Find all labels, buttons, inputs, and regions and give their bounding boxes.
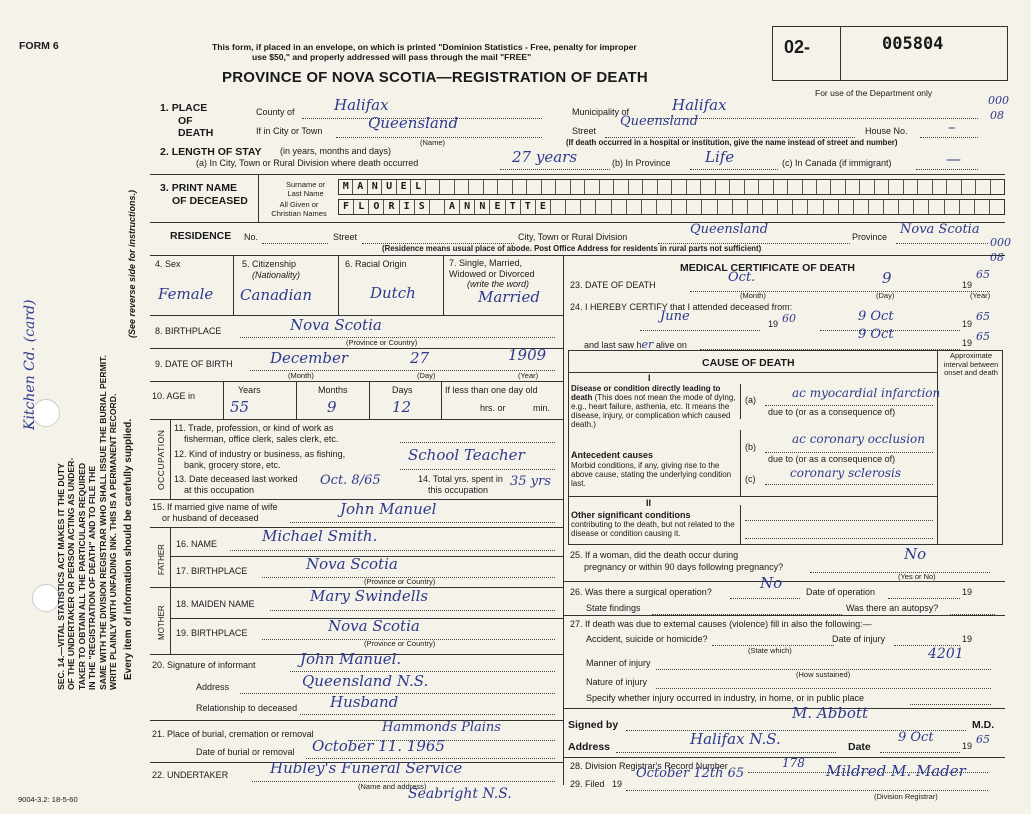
surname-label: Surname or Last Name xyxy=(286,180,326,198)
dob-month-sub: (Month) xyxy=(288,371,314,380)
cod-part-2: II xyxy=(646,498,652,508)
date-label: Date xyxy=(848,741,871,753)
q15-value: John Manuel xyxy=(340,500,437,518)
hrs-label: hrs. or xyxy=(480,403,506,413)
given-label: All Given or Christian Names xyxy=(271,200,327,218)
registrar-sub: (Division Registrar) xyxy=(874,792,938,801)
q14-label: 14. Total yrs. spent in this occupation xyxy=(418,474,503,495)
given-cell: R xyxy=(384,200,399,214)
municipality-value: Halifax xyxy=(672,96,727,114)
surname-grid xyxy=(338,179,1005,195)
surname-cell xyxy=(774,180,788,194)
md-label: M.D. xyxy=(972,719,995,731)
given-cell xyxy=(945,200,960,214)
surname-cell xyxy=(817,180,831,194)
stay-label: 2. LENGTH OF STAY xyxy=(160,146,262,158)
surname-cell xyxy=(426,180,440,194)
surname-cell xyxy=(962,180,976,194)
nature-label: Nature of injury xyxy=(586,677,648,687)
surname-cell xyxy=(556,180,570,194)
surname-cell xyxy=(643,180,657,194)
undertaker-value: Hubley's Funeral Service xyxy=(270,759,463,777)
registrar-signature: Mildred M. Mader xyxy=(826,762,966,780)
stay-a-label: (a) In City, Town or Rural Division where death occurred xyxy=(196,158,419,168)
interval-label: Approximate interval between onset and death xyxy=(943,351,999,377)
surname-cell xyxy=(701,180,715,194)
given-cell xyxy=(672,200,687,214)
surname-cell xyxy=(600,180,614,194)
burial-date-label: Date of burial or removal xyxy=(196,747,295,757)
given-cell: S xyxy=(415,200,430,214)
residence-no-label: No. xyxy=(244,232,259,242)
q29-value: October 12th 65 xyxy=(636,766,745,781)
other-note: contributing to the death, but not related to the disease or condition causing it. xyxy=(571,520,735,538)
citizenship-label: 5. Citizenship (Nationality) xyxy=(242,259,301,280)
surname-cell xyxy=(440,180,454,194)
given-cell xyxy=(430,200,445,214)
surname-cell xyxy=(614,180,628,194)
op-date-label: Date of operation xyxy=(806,587,876,597)
given-cell xyxy=(581,200,596,214)
dept-code-4: 08 xyxy=(990,251,1004,264)
q13-value: Oct. 8/65 xyxy=(320,473,381,488)
medical-title: MEDICAL CERTIFICATE OF DEATH xyxy=(680,262,855,274)
relationship-label: Relationship to deceased xyxy=(196,703,298,713)
stay-b-label: (b) In Province xyxy=(612,158,671,168)
stay-a-value: 27 years xyxy=(512,148,578,166)
surname-cell xyxy=(585,180,599,194)
surname-cell xyxy=(904,180,918,194)
state-which: (State which) xyxy=(748,646,792,655)
signed-by-label: Signed by xyxy=(568,719,619,731)
informant-sig-label: 20. Signature of informant xyxy=(152,660,256,670)
mail-notice: This form, if placed in an envelope, on which is printed "Dominion Statistics - Free, penalty for improper use $50," and properly addressed will pass through the mail "FREE" xyxy=(212,42,637,62)
surname-cell xyxy=(571,180,585,194)
cod-c-label: (c) xyxy=(745,474,756,484)
marital-value: Married xyxy=(478,288,540,306)
birthplace-label: 8. BIRTHPLACE xyxy=(155,326,222,336)
surname-cell xyxy=(513,180,527,194)
dob-label: 9. DATE OF BIRTH xyxy=(155,359,233,369)
q26-label: 26. Was there a surgical operation? xyxy=(570,587,712,597)
given-cell xyxy=(869,200,884,214)
given-name-grid xyxy=(338,199,1005,215)
given-cell xyxy=(566,200,581,214)
q29-label: 29. Filed xyxy=(570,779,605,789)
sex-value: Female xyxy=(158,285,214,303)
mother-side-label: MOTHER xyxy=(157,605,166,640)
given-cell xyxy=(990,200,1004,214)
given-cell: E xyxy=(536,200,551,214)
margin-annotation: Kitchen Cd. (card) xyxy=(22,299,38,430)
surname-cell: A xyxy=(353,180,367,194)
signed-by-value: M. Abbott xyxy=(792,704,869,722)
place-label: 1. PLACE OF DEATH xyxy=(160,102,214,139)
residence-note: (Residence means usual place of abode. Post Office Address for residents in rural parts not sufficient) xyxy=(382,244,762,253)
undertaker-label: 22. UNDERTAKER xyxy=(152,770,229,780)
given-cell xyxy=(975,200,990,214)
given-cell: A xyxy=(445,200,460,214)
given-cell xyxy=(899,200,914,214)
q24-to-year: 65 xyxy=(976,310,990,323)
mother-bp-label: 19. BIRTHPLACE xyxy=(176,628,248,638)
accident-label: Accident, suicide or homicide? xyxy=(586,634,708,644)
q24-last-value: 9 Oct xyxy=(858,327,894,342)
given-cell: N xyxy=(460,200,475,214)
residence-city-value: Queensland xyxy=(690,222,769,237)
injury-date-label: Date of injury xyxy=(832,634,886,644)
cod-a-label: (a) xyxy=(745,395,756,405)
surname-cell xyxy=(716,180,730,194)
given-cell xyxy=(627,200,642,214)
surname-cell xyxy=(918,180,932,194)
other-label: Other significant conditions xyxy=(571,510,691,520)
given-cell xyxy=(748,200,763,214)
surname-cell xyxy=(875,180,889,194)
father-side-label: FATHER xyxy=(157,544,166,575)
county-label: County of xyxy=(256,107,295,117)
q25-yesno: (Yes or No) xyxy=(898,572,936,581)
cod-due-to-1: due to (or as a consequence of) xyxy=(768,407,896,417)
cod-a-value: ac myocardial infarction xyxy=(792,386,941,400)
given-cell: F xyxy=(339,200,354,214)
q28-value: 178 xyxy=(782,756,805,770)
age-months-label: Months xyxy=(318,385,348,395)
age-years-value: 55 xyxy=(230,398,250,416)
given-cell xyxy=(763,200,778,214)
date-year: 65 xyxy=(976,733,990,746)
q24-last-prefix: 19 xyxy=(962,338,973,348)
surname-cell xyxy=(629,180,643,194)
q24-to-prefix: 19 xyxy=(962,319,973,329)
surname-cell xyxy=(846,180,860,194)
racial-value: Dutch xyxy=(370,284,416,302)
surname-cell xyxy=(498,180,512,194)
surname-cell: N xyxy=(368,180,382,194)
burial-place-label: 21. Place of burial, cremation or removal xyxy=(152,729,314,739)
print-name-label: 3. PRINT NAME OF DECEASED xyxy=(160,182,248,207)
see-reverse-text: (See reverse side for instructions.) xyxy=(127,189,137,338)
dob-year-sub: (Year) xyxy=(518,371,539,380)
burial-place-value: Hammonds Plains xyxy=(382,720,501,735)
q24-from-year: 60 xyxy=(782,312,796,325)
given-cell xyxy=(854,200,869,214)
street-label: Street xyxy=(572,126,597,136)
surname-cell xyxy=(542,180,556,194)
surname-cell xyxy=(933,180,947,194)
street-value: Queensland xyxy=(620,114,699,129)
stay-sub: (in years, months and days) xyxy=(280,146,392,156)
residence-street-label: Street xyxy=(333,232,358,242)
stay-c-label: (c) In Canada (if immigrant) xyxy=(782,158,892,168)
surname-cell: M xyxy=(339,180,353,194)
given-cell xyxy=(778,200,793,214)
manner-label: Manner of injury xyxy=(586,658,651,668)
reg-number: 005804 xyxy=(882,34,944,54)
given-cell xyxy=(596,200,611,214)
given-cell xyxy=(808,200,823,214)
reg-prefix: 02- xyxy=(784,37,811,57)
stay-c-value: — xyxy=(946,150,961,168)
every-item-text: Every item of information should be carefully supplied. xyxy=(123,418,134,680)
q25-value: No xyxy=(904,545,927,563)
surname-cell xyxy=(889,180,903,194)
cod-due-to-2: due to (or as a consequence of) xyxy=(768,454,896,464)
father-bp-label: 17. BIRTHPLACE xyxy=(176,566,248,576)
autopsy-label: Was there an autopsy? xyxy=(846,603,939,613)
surname-cell xyxy=(455,180,469,194)
surname-cell: E xyxy=(397,180,411,194)
surname-cell xyxy=(947,180,961,194)
surname-cell xyxy=(484,180,498,194)
injury-date-prefix: 19 xyxy=(962,634,973,644)
surname-cell xyxy=(730,180,744,194)
surname-cell xyxy=(759,180,773,194)
q24-last-label: and last saw her alive on xyxy=(584,338,687,351)
surname-cell xyxy=(803,180,817,194)
dept-code-3: 000 xyxy=(990,236,1011,249)
q23-year-prefix: 19 xyxy=(962,280,973,290)
given-cell xyxy=(612,200,627,214)
q13-label: 13. Date deceased last worked at this occupation xyxy=(174,474,298,495)
given-cell xyxy=(657,200,672,214)
residence-province-label: Province xyxy=(852,232,888,242)
dob-day-sub: (Day) xyxy=(417,371,436,380)
given-cell xyxy=(839,200,854,214)
given-cell xyxy=(960,200,975,214)
industry-label: Specify whether injury occurred in industry, in home, or in public place xyxy=(586,693,864,703)
father-name-value: Michael Smith. xyxy=(262,527,378,545)
informant-addr-label: Address xyxy=(196,682,230,692)
form-number: FORM 6 xyxy=(19,40,59,52)
manner-code: 4201 xyxy=(928,646,964,662)
q24-label: 24. I HEREBY CERTIFY that I attended deceased from: xyxy=(570,302,793,312)
q24-to: 9 Oct xyxy=(858,309,894,324)
surname-cell xyxy=(745,180,759,194)
op-date-prefix: 19 xyxy=(962,587,973,597)
given-cell: T xyxy=(506,200,521,214)
q15-label: 15. If married give name of wife or husband of deceased xyxy=(152,502,278,523)
birthplace-value: Nova Scotia xyxy=(290,316,382,334)
age-months-value: 9 xyxy=(327,398,337,416)
disease-label: Disease or condition directly leading to death (This does not mean the mode of dying, e.g., heart failure, asthenia, etc. It means the disease, injury, or complication which caused death.) xyxy=(571,384,736,429)
surname-cell xyxy=(658,180,672,194)
given-cell: L xyxy=(354,200,369,214)
relationship-value: Husband xyxy=(330,693,399,711)
given-cell xyxy=(884,200,899,214)
city-label: If in City or Town xyxy=(256,126,323,136)
form-code: 9004-3.2: 18-5-60 xyxy=(18,795,78,804)
residence-province-value: Nova Scotia xyxy=(900,222,980,237)
informant-sig-value: John Manuel. xyxy=(300,650,402,668)
stay-b-value: Life xyxy=(705,148,735,166)
house-label: House No. xyxy=(865,126,908,136)
cod-b-value: ac coronary occlusion xyxy=(792,432,925,446)
state-findings-label: State findings xyxy=(586,603,641,613)
marital-label: 7. Single, Married, Widowed or Divorced (write the word) xyxy=(449,258,535,289)
given-cell xyxy=(687,200,702,214)
given-cell: E xyxy=(490,200,505,214)
q26-value: No xyxy=(760,574,783,592)
cod-part-1: I xyxy=(648,373,651,383)
father-name-label: 16. NAME xyxy=(176,539,218,549)
q23-month: Oct. xyxy=(728,270,756,285)
dob-year: 1909 xyxy=(508,346,547,364)
q14-value: 35 yrs xyxy=(510,474,551,489)
antecedent-note: Morbid conditions, if any, giving rise to the above cause, stating the underlying condition last. xyxy=(571,461,732,488)
mother-bp-sub: (Province or Country) xyxy=(364,639,436,648)
given-cell xyxy=(929,200,944,214)
surname-cell xyxy=(469,180,483,194)
undertaker-sub: (Name and address) xyxy=(358,782,427,791)
given-cell: I xyxy=(400,200,415,214)
given-cell: N xyxy=(475,200,490,214)
q12-label: 12. Kind of industry or business, as fishing, bank, grocery store, etc. xyxy=(174,449,346,470)
q24-from: June xyxy=(660,309,690,324)
citizenship-value: Canadian xyxy=(240,286,313,304)
undertaker-address: Seabright N.S. xyxy=(408,786,512,802)
given-cell: T xyxy=(521,200,536,214)
age-days-label: Days xyxy=(392,385,413,395)
informant-addr-value: Queensland N.S. xyxy=(302,672,429,690)
given-cell: O xyxy=(369,200,384,214)
age-label: 10. AGE in xyxy=(152,391,196,401)
q11-label: 11. Trade, profession, or kind of work as fisherman, office clerk, sales clerk, etc. xyxy=(174,423,339,444)
city-value: Queensland xyxy=(368,114,459,132)
father-bp-sub: (Province or Country) xyxy=(364,577,436,586)
q23-year-sub: (Year) xyxy=(970,291,991,300)
racial-label: 6. Racial Origin xyxy=(345,259,407,269)
residence-label: RESIDENCE xyxy=(170,230,232,242)
surname-cell xyxy=(527,180,541,194)
occupation-side-label: OCCUPATION xyxy=(156,429,166,490)
address-value: Halifax N.S. xyxy=(690,730,781,748)
surname-cell xyxy=(976,180,990,194)
municipality-label: Municipality of xyxy=(572,107,630,117)
q27-label: 27. If death was due to external causes (violence) fill in also the following:— xyxy=(570,619,872,629)
sex-label: 4. Sex xyxy=(155,259,181,269)
house-value: – xyxy=(948,118,956,136)
father-bp-value: Nova Scotia xyxy=(306,555,398,573)
mother-name-value: Mary Swindells xyxy=(310,587,429,605)
date-value: 9 Oct xyxy=(898,730,934,745)
birthplace-sub: (Province or Country) xyxy=(346,338,418,347)
age-days-value: 12 xyxy=(392,398,412,416)
min-label: min. xyxy=(533,403,551,413)
surname-cell xyxy=(672,180,686,194)
surname-cell xyxy=(991,180,1004,194)
mother-name-label: 18. MAIDEN NAME xyxy=(176,599,255,609)
q23-year: 65 xyxy=(976,268,990,281)
given-cell xyxy=(642,200,657,214)
dob-day: 27 xyxy=(410,349,430,367)
given-cell xyxy=(718,200,733,214)
sec14-text: SEC. 14.—VITAL STATISTICS ACT MAKES IT THE DUTY OF THE UNDERTAKER OR PERSON ACTING AS UNDER- TAKER TO OBTAIN ALL THE PARTICULARS REQUIRED IN THE "REGISTRATION OF DEATH" AND TO FILE THE SAME WITH THE DIVISION REGISTRAR WHO SHALL ISSUE THE BURIAL PERMIT. WRITE PLAINLY WITH UNFADING INK. THIS IS A PERMANENT RECORD. xyxy=(56,355,119,690)
form-title: PROVINCE OF NOVA SCOTIA—REGISTRATION OF DEATH xyxy=(222,69,648,86)
antecedent-label: Antecedent causes xyxy=(571,450,654,460)
burial-date-value: October 11. 1965 xyxy=(312,737,445,755)
hospital-note: (If death occurred in a hospital or institution, give the name instead of street and number) xyxy=(566,138,898,147)
county-value: Halifax xyxy=(334,96,389,114)
cod-title: CAUSE OF DEATH xyxy=(702,357,795,369)
q23-day: 9 xyxy=(882,269,892,287)
given-cell xyxy=(551,200,566,214)
surname-cell xyxy=(788,180,802,194)
given-cell xyxy=(914,200,929,214)
q24-from-prefix: 19 xyxy=(768,319,779,329)
date-prefix: 19 xyxy=(962,741,973,751)
surname-cell xyxy=(831,180,845,194)
less-day-label: If less than one day old xyxy=(445,385,538,395)
surname-cell: L xyxy=(411,180,425,194)
q25-label: 25. If a woman, did the death occur during pregnancy or within 90 days following pregnancy? xyxy=(570,550,784,572)
given-cell xyxy=(702,200,717,214)
surname-cell xyxy=(860,180,874,194)
given-cell xyxy=(793,200,808,214)
dept-use-note: For use of the Department only xyxy=(815,88,933,98)
given-cell xyxy=(733,200,748,214)
dept-code-2: 08 xyxy=(990,109,1004,122)
dob-month: December xyxy=(270,349,349,367)
q28-label: 28. Division Registrar's Record Number xyxy=(570,761,728,771)
address-label: Address xyxy=(568,741,611,753)
q24-last-year: 65 xyxy=(976,330,990,343)
how-sustained: (How sustained) xyxy=(796,670,851,679)
surname-cell xyxy=(687,180,701,194)
q12-value: School Teacher xyxy=(408,446,525,464)
q29-prefix: 19 xyxy=(612,779,623,789)
q23-day-sub: (Day) xyxy=(876,291,895,300)
city-name-note: (Name) xyxy=(420,138,446,147)
surname-cell: U xyxy=(382,180,396,194)
age-years-label: Years xyxy=(238,385,261,395)
cod-c-value: coronary sclerosis xyxy=(790,466,902,480)
q23-label: 23. DATE OF DEATH xyxy=(570,280,656,290)
q23-month-sub: (Month) xyxy=(740,291,766,300)
dept-code-1: 000 xyxy=(988,94,1009,107)
given-cell xyxy=(824,200,839,214)
mother-bp-value: Nova Scotia xyxy=(328,617,420,635)
residence-city-label: City, Town or Rural Division xyxy=(518,232,628,242)
cod-b-label: (b) xyxy=(745,442,756,452)
